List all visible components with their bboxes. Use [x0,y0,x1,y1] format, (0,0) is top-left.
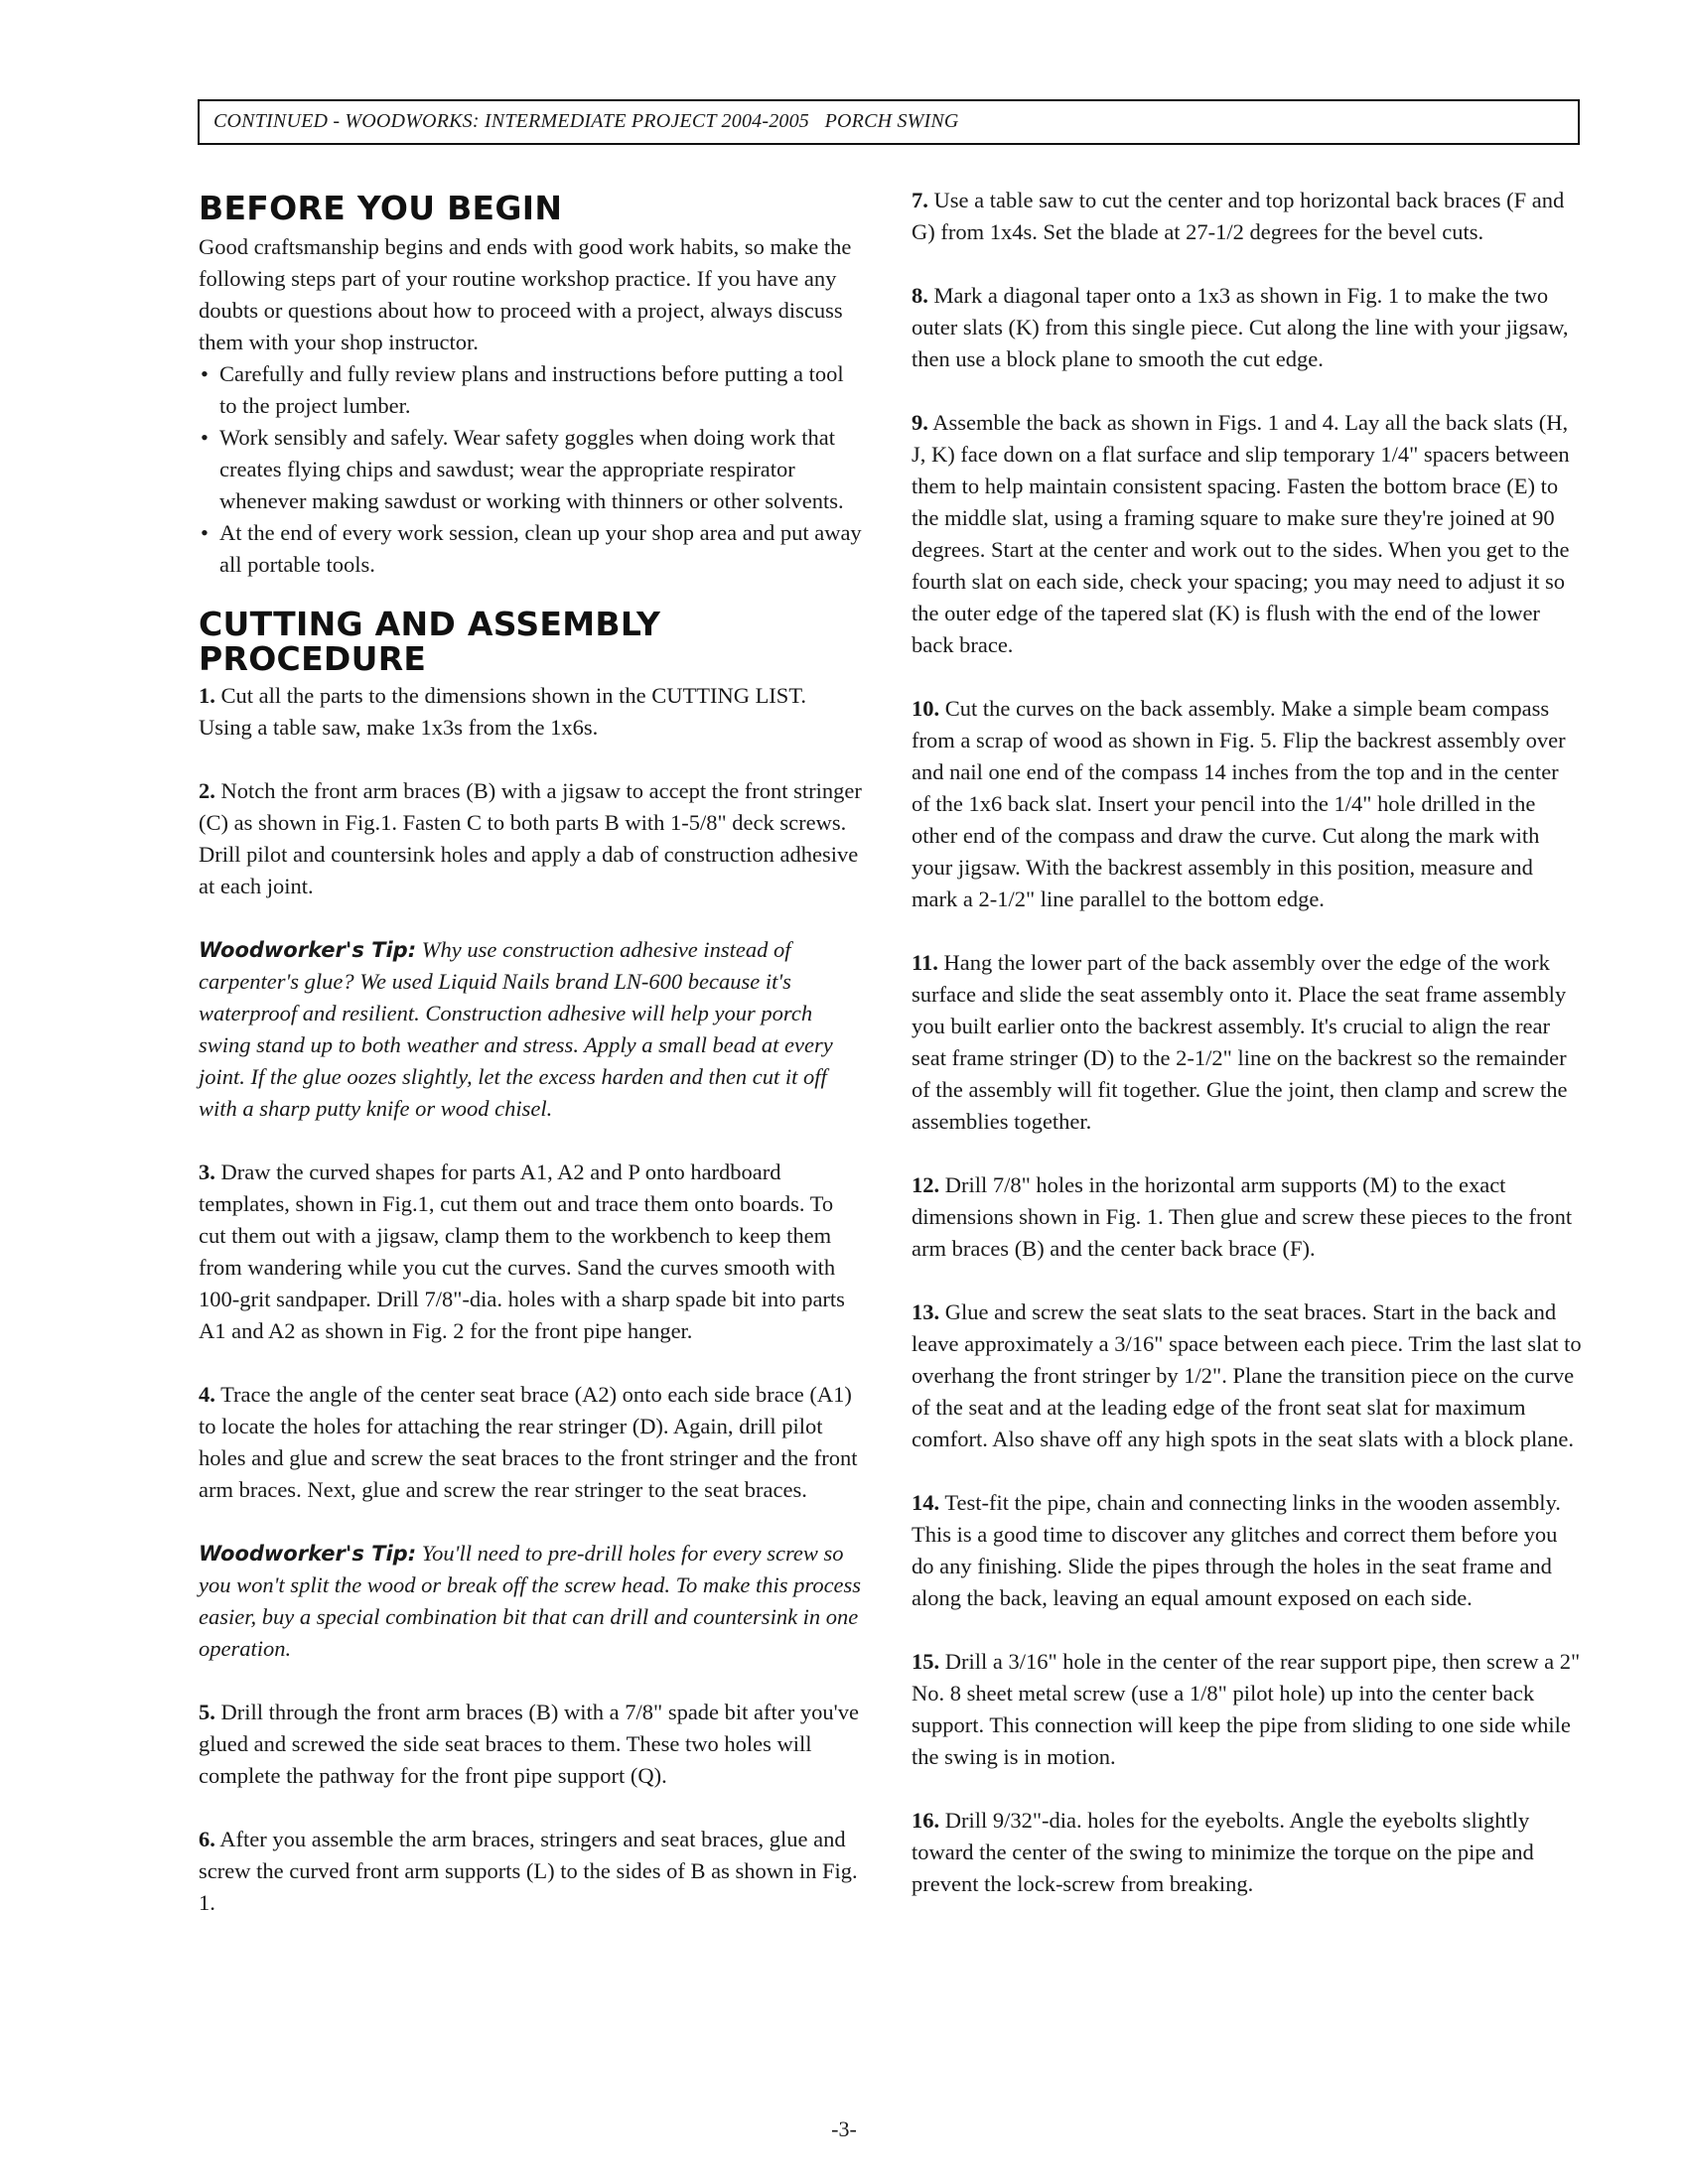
step-16 [912,1805,1583,1900]
right-column [912,185,1583,1932]
step-number: 9. [912,410,928,435]
step-8 [912,280,1583,375]
step-number: 16. [912,1808,940,1833]
step-text: Assemble the back as shown in Figs. 1 and 4. Lay all the back slats (H, J, K) face down on a flat surface and slip temporary 1/4" spacers between them to help maintain consistent spacing. Fasten the bottom brace (E) to the middle slat, using a framing square to make sure they're joined at 90 degrees. Start at the center and work out to the sides. When you get to the fourth slat on each side, check your spacing; you may need to adjust it so the outer edge of the tapered slat (K) is flush with the end of the lower back brace. [912,410,1570,657]
woodworker-tip-1 [199,934,864,1125]
header-title: CONTINUED - WOODWORKS: INTERMEDIATE PROJECT 2004-2005 PORCH SWING [213,110,959,132]
tip-label: Woodworker's Tip: [199,938,417,962]
left-column [199,185,864,1951]
step-number: 15. [912,1649,940,1674]
step-4 [199,1379,864,1506]
step-text: Drill through the front arm braces (B) with a 7/8" spade bit after you've glued and screwed the side seat braces to them. These two holes will complete the pathway for the front pipe support (Q). [199,1700,859,1788]
step-5 [199,1697,864,1792]
bullet-item: • Work sensibly and safely. Wear safety goggles when doing work that creates flying chips and sawdust; wear the appropriate respirator whenever making sawdust or working with thinners or other solvents. [199,422,864,517]
tip-text: You'll need to pre-drill holes for every screw so you won't split the wood or break off the screw head. To make this process easier, buy a special combination bit that can drill and countersink in one operation. [199,1541,862,1661]
step-number: 2. [199,778,215,803]
step-number: 8. [912,283,928,308]
step-number: 1. [199,683,215,708]
header-banner [198,99,1580,145]
step-number: 3. [199,1160,215,1184]
step-10 [912,693,1583,915]
tip-text: Why use construction adhesive instead of carpenter's glue? We used Liquid Nails brand LN-600 because it's waterproof and resilient. Construction adhesive will help your porch swing stand up to both weather and stress. Apply a small bead at every joint. If the glue oozes slightly, let the excess harden and then cut it off with a sharp putty knife or wood chisel. [199,937,833,1121]
safety-bullet-list [199,358,864,581]
step-text: Drill a 3/16" hole in the center of the rear support pipe, then screw a 2" No. 8 sheet metal screw (use a 1/8" pilot hole) up into the center back support. This connection will keep the pipe from sliding to one side while the swing is in motion. [912,1649,1581,1769]
step-text: Hang the lower part of the back assembly over the edge of the work surface and slide the seat assembly onto it. Place the seat frame assembly you built earlier onto the backrest assembly. It's crucial to align the rear seat frame stringer (D) to the 2-1/2" line on the backrest so the remainder of the assembly will fit together. Glue the joint, then clamp and screw the assemblies together. [912,950,1568,1134]
step-number: 11. [912,950,938,975]
step-text: Cut all the parts to the dimensions shown in the CUTTING LIST. Using a table saw, make 1x3s from the 1x6s. [199,683,807,740]
step-number: 5. [199,1700,215,1724]
step-number: 4. [199,1382,215,1407]
step-6 [199,1824,864,1919]
heading-cutting-assembly: CUTTING AND ASSEMBLY PROCEDURE [199,605,661,678]
step-1 [199,680,864,744]
step-text: Drill 9/32"-dia. holes for the eyebolts. Angle the eyebolts slightly toward the center of the swing to minimize the torque on the pipe and prevent the lock-screw from breaking. [912,1808,1534,1896]
step-9 [912,407,1583,661]
step-text: Test-fit the pipe, chain and connecting links in the wooden assembly. This is a good time to discover any glitches and correct them before you do any finishing. Slide the pipes through the holes in the seat frame and along the back, leaving an equal amount exposed on each side. [912,1490,1561,1610]
step-15 [912,1646,1583,1773]
bullet-item: • Carefully and fully review plans and instructions before putting a tool to the project lumber. [199,358,864,422]
step-number: 6. [199,1827,215,1851]
step-11 [912,947,1583,1138]
step-7 [912,185,1583,248]
step-number: 7. [912,188,928,212]
step-13 [912,1297,1583,1455]
step-text: Trace the angle of the center seat brace (A2) onto each side brace (A1) to locate the holes for attaching the rear stringer (D). Again, drill pilot holes and glue and screw the seat braces to the front stringer and the front arm braces. Next, glue and screw the rear stringer to the seat braces. [199,1382,858,1502]
step-number: 12. [912,1172,940,1197]
step-text: Glue and screw the seat slats to the seat braces. Start in the back and leave approximately a 3/16" space between each piece. Trim the last slat to overhang the front stringer by 1/2". Plane the transition piece on the curve of the seat and at the leading edge of the front seat slat for maximum comfort. Also shave off any high spots in the seat slats with a block plane. [912,1299,1582,1451]
step-text: Drill 7/8" holes in the horizontal arm supports (M) to the exact dimensions shown in Fig. 1. Then glue and screw these pieces to the front arm braces (B) and the center back brace (F). [912,1172,1573,1261]
woodworker-tip-2 [199,1538,864,1665]
step-text: Draw the curved shapes for parts A1, A2 and P onto hardboard templates, shown in Fig.1, cut them out and trace them onto boards. To cut them out with a jigsaw, clamp them to the workbench to keep them from wandering while you cut the curves. Sand the curves smooth with 100-grit sandpaper. Drill 7/8"-dia. holes with a sharp spade bit into parts A1 and A2 as shown in Fig. 2 for the front pipe hanger. [199,1160,845,1343]
step-14 [912,1487,1583,1614]
step-text: Mark a diagonal taper onto a 1x3 as shown in Fig. 1 to make the two outer slats (K) from this single piece. Cut along the line with your jigsaw, then use a block plane to smooth the cut edge. [912,283,1569,371]
step-text: After you assemble the arm braces, stringers and seat braces, glue and screw the curved front arm supports (L) to the sides of B as shown in Fig. 1. [199,1827,858,1915]
step-number: 13. [912,1299,940,1324]
step-number: 14. [912,1490,940,1515]
step-2 [199,775,864,902]
step-text: Cut the curves on the back assembly. Make a simple beam compass from a scrap of wood as shown in Fig. 5. Flip the backrest assembly over and nail one end of the compass 14 inches from the top and in the center of the 1x6 back slat. Insert your pencil into the 1/4" hole drilled in the other end of the compass and draw the curve. Cut along the mark with your jigsaw. With the backrest assembly in this position, measure and mark a 2-1/2" line parallel to the bottom edge. [912,696,1566,911]
page-number: -3- [831,2116,857,2141]
heading-before-you-begin: BEFORE YOU BEGIN [199,189,563,227]
intro-paragraph: Good craftsmanship begins and ends with good work habits, so make the following steps part of your routine workshop practice. If you have any doubts or questions about how to proceed with a project, always discuss them with your shop instructor. [199,234,852,354]
step-12 [912,1169,1583,1265]
bullet-item: • At the end of every work session, clean up your shop area and put away all portable tools. [199,517,864,581]
step-text: Notch the front arm braces (B) with a jigsaw to accept the front stringer (C) as shown in Fig.1. Fasten C to both parts B with 1-5/8" deck screws. Drill pilot and countersink holes and apply a dab of construction adhesive at each joint. [199,778,862,898]
tip-label: Woodworker's Tip: [199,1542,417,1566]
step-3 [199,1157,864,1347]
step-number: 10. [912,696,940,721]
step-text: Use a table saw to cut the center and top horizontal back braces (F and G) from 1x4s. Set the blade at 27-1/2 degrees for the bevel cuts. [912,188,1565,244]
